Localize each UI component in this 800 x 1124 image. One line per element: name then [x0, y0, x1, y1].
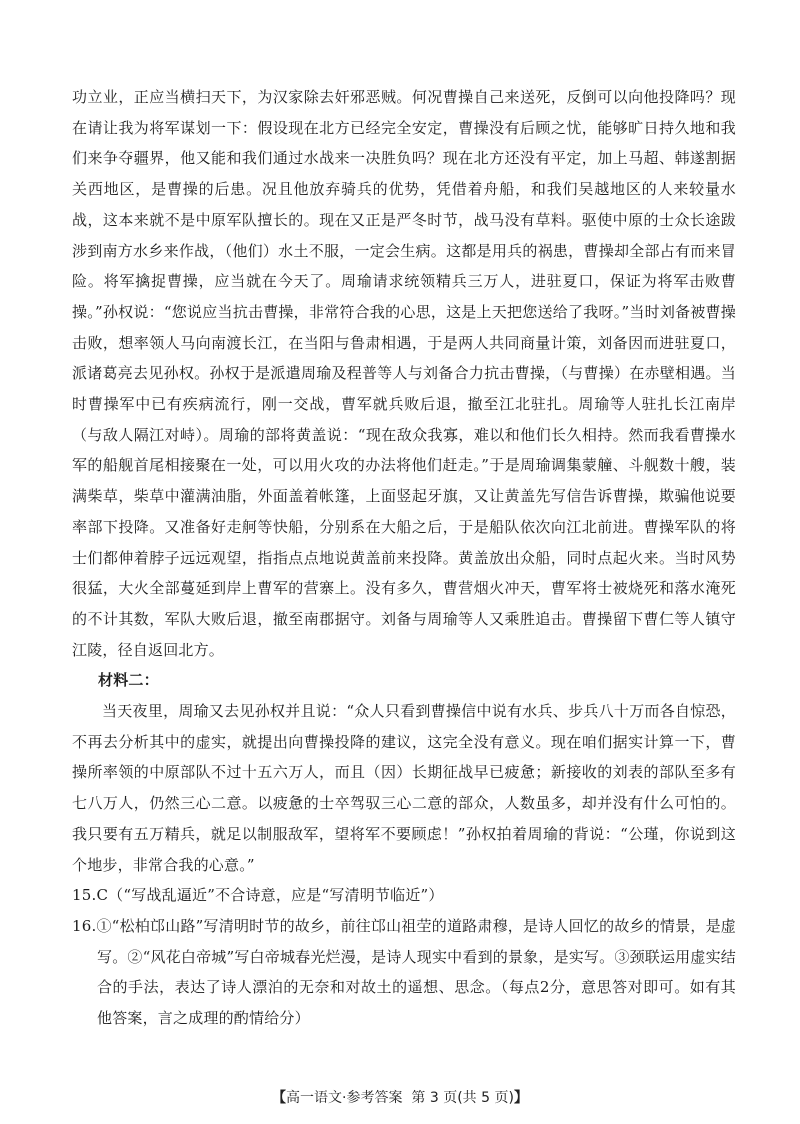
- section-heading-material-2: 材料二：: [98, 671, 159, 690]
- footer-page-number: 第 3 页(共 5 页): [411, 1090, 514, 1106]
- document-body: [72, 82, 736, 1034]
- footer-right-bracket: 】: [513, 1090, 528, 1106]
- page-footer: [0, 1087, 800, 1107]
- translation-paragraph-2: 当天夜里，周瑜又去见孙权并且说：“众人只看到曹操信中说有水兵、步兵八十万而各自惊恐，不再去分析其中的虚实，就提出向曹操投降的建议，这完全没有意义。现在咱们据实计算一下，曹操所率领的中原部队不过十五六万人，而且（因）长期征战早已疲惫；新接收的刘表的部队至多有七八万人，仍然三心二意。以疲惫的士卒驾驭三心二意的部众，人数虽多，却并没有什么可怕的。我只要有五万精兵，就足以制服敌军，望将军不要顾虑！”孙权拍着周瑜的背说：“公瑾，你说到这个地步，非常合我的心意。”: [72, 702, 736, 874]
- footer-label: 高一语文·参考答案: [286, 1090, 403, 1106]
- translation-paragraph-1: 功立业，正应当横扫天下，为汉家除去奸邪恶贼。何况曹操自己来送死，反倒可以向他投降吗？现在请让我为将军谋划一下：假设现在北方已经完全安定，曹操没有后顾之忧，能够旷日持久地和我们来争夺疆界，他又能和我们通过水战来一决胜负吗？现在北方还没有平定，加上马超、韩遂割据关西地区，是曹操的后患。况且他放弃骑兵的优势，凭借着舟船，和我们吴越地区的人来较量水战，这本来就不是中原军队擅长的。现在又正是严冬时节，战马没有草料。驱使中原的士众长途跋涉到南方水乡来作战，（他们）水土不服，一定会生病。这都是用兵的祸患，曹操却全部占有而来冒险。将军擒捉曹操，应当就在今天了。周瑜请求统领精兵三万人，进驻夏口，保证为将军击败曹操。”孙权说：“您说应当抗击曹操，非常符合我的心思，这是上天把您送给了我呀。”当时刘备被曹操击败，想率领人马向南渡长江，在当阳与鲁肃相遇，于是两人共同商量计策，刘备因而进驻夏口，派诸葛亮去见孙权。孙权于是派遣周瑜及程普等人与刘备合力抗击曹操，（与曹操）在赤壁相遇。当时曹操军中已有疾病流行，刚一交战，曹军就兵败后退，撤至江北驻扎。周瑜等人驻扎长江南岸（与敌人隔江对峙）。周瑜的部将黄盖说：“现在敌众我寡，难以和他们长久相持。然而我看曹操水军的船舰首尾相接聚在一处，可以用火攻的办法将他们赶走。”于是周瑜调集蒙艟、斗舰数十艘，装满柴草，柴草中灌满油脂，外面盖着帐篷，上面竖起牙旗，又让黄盖先写信告诉曹操，欺骗他说要率部下投降。又准备好走舸等快船，分别系在大船之后，于是船队依次向江北前进。曹操军队的将士们都伸着脖子远远观望，指指点点地说黄盖前来投降。黄盖放出众船，同时点起火来。当时风势很猛，大火全部蔓延到岸上曹军的营寨上。没有多久，曹营烟火冲天，曹军将士被烧死和落水淹死的不计其数，军队大败后退，撤至南郡据守。刘备与周瑜等人又乘胜追击。曹操留下曹仁等人镇守江陵，径自返回北方。: [72, 88, 736, 659]
- footer-left-bracket: 【: [272, 1090, 287, 1106]
- answer-15: 15.C（“写战乱逼近”不合诗意，应是“写清明节临近”）: [72, 886, 444, 905]
- answer-16: 16.①“松柏邙山路”写清明时节的故乡，前往邙山祖茔的道路肃穆，是诗人回忆的故乡的情景，是虚写。②“风花白帝城”写白帝城春光烂漫，是诗人现实中看到的景象，是实写。③颈联运用虚实结合的手法，表达了诗人漂泊的无奈和对故土的遥想、思念。（每点2分，意思答对即可。如有其他答案，言之成理的酌情给分）: [72, 916, 736, 1028]
